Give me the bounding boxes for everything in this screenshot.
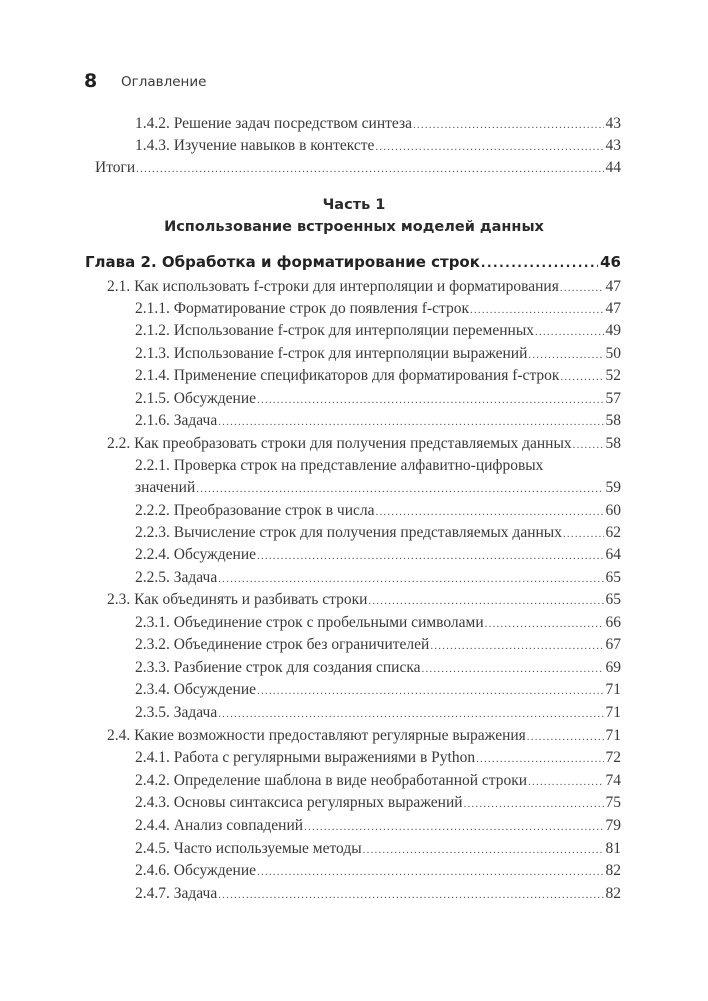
toc-entry[interactable] [135, 135, 621, 157]
dot-leader [485, 613, 604, 635]
running-title: Оглавление [121, 74, 207, 90]
dot-leader [573, 434, 604, 456]
dot-leader [560, 277, 604, 299]
toc-section[interactable] [107, 276, 621, 298]
toc-entry-title: 2.1.1. Форматирование строк до появления f-строк [135, 300, 470, 317]
toc-entry-page: 43 [605, 115, 621, 132]
toc-entry-title: 2.1.6. Задача [135, 412, 218, 429]
toc-entry-title: 2.4.4. Анализ совпадений [135, 817, 304, 834]
dot-leader [470, 299, 603, 321]
toc-entry-title: 2.4.1. Работа с регулярными выражениями в Python [135, 749, 476, 766]
toc-entry-page: 62 [605, 524, 621, 541]
dot-leader [413, 114, 604, 136]
toc-entry-title: 2.1.3. Использование f-строк для интерполяции выражений [135, 345, 528, 362]
toc-subsection[interactable] [135, 388, 621, 410]
toc-entry-title: 1.4.3. Изучение навыков в контексте [135, 137, 375, 154]
toc-section[interactable] [107, 725, 621, 747]
toc-entry-page: 81 [605, 840, 621, 857]
toc-entry-title: 2.4.5. Часто используемые методы [135, 840, 362, 857]
dot-leader [218, 411, 603, 433]
toc-entry-page: 79 [605, 817, 621, 834]
toc-entry-page: 43 [605, 137, 621, 154]
toc-subsection[interactable] [135, 679, 621, 701]
dot-leader [196, 478, 603, 500]
toc-entry-title: 2.3.2. Объединение строк без ограничителей [135, 636, 430, 653]
toc-entry-title: Итоги [95, 159, 136, 176]
toc-subsection[interactable] [135, 343, 621, 365]
chapter-page: 46 [600, 253, 621, 271]
dot-leader [476, 748, 603, 770]
toc-entry[interactable] [135, 113, 621, 135]
dot-leader [257, 861, 604, 883]
dot-leader [257, 389, 604, 411]
toc-entry-page: 71 [605, 727, 621, 744]
toc-entry-page: 82 [605, 885, 621, 902]
dot-leader [375, 136, 603, 158]
toc-subsection[interactable] [135, 298, 621, 320]
toc-entry-page: 60 [605, 502, 621, 519]
dot-leader [563, 523, 604, 545]
dot-leader [464, 793, 604, 815]
toc-entry-title: 2.4.7. Задача [135, 885, 218, 902]
toc-entry-title: 2.3.1. Объединение строк с пробельными символами [135, 614, 484, 631]
dot-leader [257, 680, 604, 702]
toc-entry-page: 50 [605, 345, 621, 362]
toc-entry-title: 2.2. Как преобразовать строки для получения представляемых данных [107, 435, 572, 452]
toc-subsection[interactable] [135, 838, 621, 860]
dot-leader [218, 884, 603, 906]
toc-subsection[interactable] [135, 522, 621, 544]
toc-entry-page: 75 [605, 794, 621, 811]
toc-entry-page: 65 [605, 569, 621, 586]
dot-leader [535, 321, 604, 343]
toc-entry-title: 2.4.3. Основы синтаксиса регулярных выражений [135, 794, 463, 811]
dot-leader [527, 726, 604, 748]
toc-entry-page: 49 [605, 322, 621, 339]
toc-entry-title-line2: значений [135, 479, 196, 496]
toc-subsection[interactable] [135, 455, 621, 499]
dot-leader [218, 568, 603, 590]
toc-entry-title-line1: 2.2.1. Проверка строк на представление алфавитно-цифровых [135, 457, 544, 474]
toc-entry-page: 69 [605, 659, 621, 676]
toc-entry-page: 44 [605, 159, 621, 176]
toc-subsection[interactable] [135, 500, 621, 522]
toc-entry-title: 2.1.4. Применение спецификаторов для форматирования f-строк [135, 367, 560, 384]
toc-entry-page: 82 [605, 862, 621, 879]
dot-leader [368, 590, 603, 612]
toc-entry-title: 2.4.2. Определение шаблона в виде необработанной строки [135, 772, 528, 789]
toc-entry-title: 2.4.6. Обсуждение [135, 862, 256, 879]
dot-leader [422, 658, 604, 680]
toc-subsection[interactable] [135, 567, 621, 589]
toc-entry-page: 74 [605, 772, 621, 789]
toc-entry-title: 2.2.4. Обсуждение [135, 546, 256, 563]
toc-entry-page: 66 [605, 614, 621, 631]
toc-subsection[interactable] [135, 815, 621, 837]
toc-entry-page: 71 [605, 704, 621, 721]
toc-entry-title: 2.1.5. Обсуждение [135, 390, 256, 407]
toc-entry-page: 72 [605, 749, 621, 766]
toc-entry-title: 2.3.5. Задача [135, 704, 218, 721]
dot-leader [218, 703, 603, 725]
toc-entry-page: 57 [605, 390, 621, 407]
toc-entry-title: 1.4.2. Решение задач посредством синтеза [135, 115, 412, 132]
toc-entry-page: 64 [605, 546, 621, 563]
toc-subsection[interactable] [135, 320, 621, 342]
toc-entry-title: 2.2.3. Вычисление строк для получения представляемых данных [135, 524, 562, 541]
toc-entry-page: 67 [605, 636, 621, 653]
toc-entry-page: 65 [605, 591, 621, 608]
dot-leader [363, 839, 604, 861]
toc-entry-title: 2.2.5. Задача [135, 569, 218, 586]
toc-entry-title: 2.4. Какие возможности предоставляют регулярные выражения [107, 727, 526, 744]
toc-entry-title: 2.3. Как объединять и разбивать строки [107, 591, 368, 608]
toc-subsection[interactable] [135, 365, 621, 387]
dot-leader [376, 501, 604, 523]
toc-subsection[interactable] [135, 702, 621, 724]
toc-section[interactable] [107, 433, 621, 455]
toc-entry-title: 2.1. Как использовать f-строки для интерполяции и форматирования [107, 278, 559, 295]
toc-subsection[interactable] [135, 860, 621, 882]
part-label: Часть 1 [322, 197, 386, 213]
dot-leader [560, 366, 603, 388]
toc-entry-title: 2.2.2. Преобразование строк в числа [135, 502, 375, 519]
dot-leader [481, 252, 598, 274]
toc-subsection[interactable] [135, 792, 621, 814]
toc-chapter[interactable] [85, 251, 621, 273]
toc-subsection[interactable] [135, 634, 621, 656]
dot-leader [136, 158, 603, 180]
toc-subsection[interactable] [135, 544, 621, 566]
toc-entry-page: 58 [605, 435, 621, 452]
toc-section[interactable] [107, 589, 621, 611]
toc-subsection[interactable] [135, 612, 621, 634]
toc-entry-page: 47 [605, 278, 621, 295]
dot-leader [528, 344, 603, 366]
part-title: Использование встроенных моделей данных [164, 219, 544, 235]
toc-subsection[interactable] [135, 883, 621, 905]
toc-entry-title: 2.1.2. Использование f-строк для интерполяции переменных [135, 322, 534, 339]
toc-subsection[interactable] [135, 770, 621, 792]
chapter-title: Глава 2. Обработка и форматирование строк [85, 253, 480, 271]
toc-entry-title: 2.3.4. Обсуждение [135, 681, 256, 698]
toc-subsection[interactable] [135, 747, 621, 769]
toc-entry-page: 47 [605, 300, 621, 317]
dot-leader [528, 771, 603, 793]
toc-entry[interactable] [95, 157, 621, 179]
toc-entry-title: 2.3.3. Разбиение строк для создания списка [135, 659, 421, 676]
dot-leader [430, 635, 603, 657]
page-number: 8 [84, 70, 98, 92]
dot-leader [304, 816, 603, 838]
toc-entry-page: 59 [605, 479, 621, 496]
toc-subsection[interactable] [135, 657, 621, 679]
toc-entry-page: 52 [605, 367, 621, 384]
toc-entry-page: 58 [605, 412, 621, 429]
toc-subsection[interactable] [135, 410, 621, 432]
dot-leader [257, 545, 604, 567]
toc-entry-page: 71 [605, 681, 621, 698]
